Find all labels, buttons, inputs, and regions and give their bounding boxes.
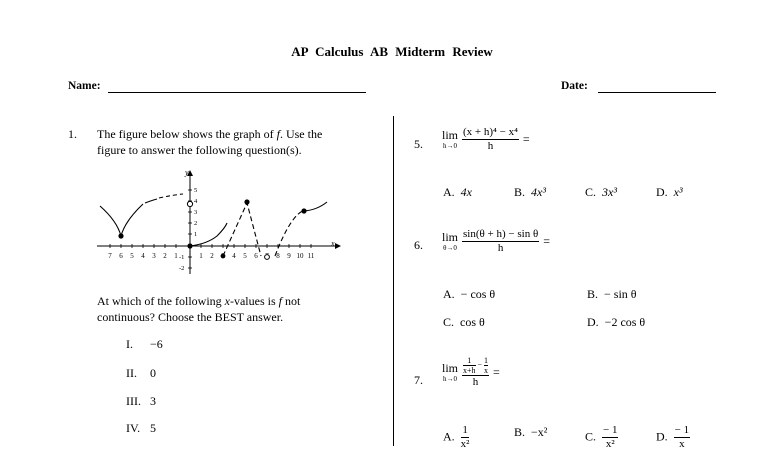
- curve-left-tail: [145, 199, 157, 203]
- svg-text:8: 8: [276, 252, 280, 260]
- svg-text:1: 1: [194, 231, 198, 238]
- svg-text:6: 6: [254, 252, 258, 260]
- point-low: [221, 254, 226, 259]
- svg-text:1: 1: [174, 252, 178, 260]
- svg-text:5: 5: [194, 187, 198, 194]
- x-axis-label: x: [331, 239, 335, 248]
- q6-choice-a: A. − cos θ: [443, 287, 496, 301]
- q6-expression: lim θ→0 $\frac{\text{sin(θ + h) − sin θ}}{h}$ =: [442, 228, 550, 254]
- svg-text:1: 1: [199, 252, 203, 260]
- q1-prompt-line2: figure to answer the following question(s).: [97, 143, 302, 157]
- name-label: Name:: [68, 80, 101, 92]
- y-tick-labels: [179, 187, 198, 272]
- svg-text:-1: -1: [179, 254, 185, 261]
- svg-text:11: 11: [307, 252, 315, 260]
- page-title: AP Calculus AB Midterm Review: [291, 44, 493, 59]
- svg-text:10: 10: [296, 252, 304, 260]
- svg-text:4: 4: [194, 198, 198, 205]
- svg-text:5: 5: [130, 252, 134, 260]
- svg-text:2: 2: [210, 252, 214, 260]
- date-field[interactable]: [598, 92, 716, 93]
- q5-choice-a: A. 4x: [443, 185, 472, 199]
- curve-approach: [159, 194, 183, 198]
- q1-option-value: −6: [150, 337, 163, 351]
- q7-expression: lim h→0 $\frac{1}{x+h}$ − $\frac{1}{x}$ h =: [442, 356, 500, 388]
- point-open-top: [187, 201, 192, 206]
- q5-choice-d: D. x³: [656, 185, 683, 199]
- column-divider: [393, 116, 394, 446]
- svg-text:7: 7: [108, 252, 112, 260]
- q1-option-label: III.: [126, 394, 141, 408]
- q5-choice-c: C. 3x³: [585, 185, 617, 199]
- q6-choice-c: C. cos θ: [443, 315, 485, 329]
- curve-recover: [275, 210, 305, 256]
- svg-text:4: 4: [141, 252, 145, 260]
- q7-choice-c: C. $\frac{- 1}{\text{x²}}$: [585, 424, 618, 450]
- curve-left-cusp: [100, 204, 143, 236]
- q5-expression: lim h→0 $\frac{\text{(x + h)⁴ − x⁴}}{h}$ =: [442, 126, 530, 152]
- svg-text:3: 3: [194, 209, 198, 216]
- q7-choice-d: D. $\frac{- 1}{x}$: [656, 424, 690, 450]
- q1-option-value: 3: [150, 394, 156, 408]
- svg-text:9: 9: [287, 252, 291, 260]
- curve-right-tail: [304, 202, 327, 211]
- q1-option-value: 5: [150, 421, 156, 435]
- q5-choice-b: B. 4x³: [514, 185, 546, 199]
- point-peak: [244, 199, 249, 204]
- q6-choice-b: B. − sin θ: [587, 287, 637, 301]
- x-tick-labels: [108, 252, 315, 260]
- q7-number: 7.: [414, 373, 423, 387]
- svg-text:-2: -2: [179, 265, 185, 272]
- q1-option-label: IV.: [126, 421, 141, 435]
- q7-choice-a: A. $\frac{1}{\text{x²}}$: [443, 424, 470, 450]
- curve-peak: [223, 203, 261, 256]
- q1-option-label: I.: [126, 337, 133, 351]
- q5-number: 5.: [414, 137, 423, 151]
- q1-option-value: 0: [150, 366, 156, 380]
- svg-text:5: 5: [243, 252, 247, 260]
- date-label: Date:: [561, 80, 588, 92]
- svg-text:2: 2: [163, 252, 167, 260]
- q1-question-line1: At which of the following x-values is f not: [97, 294, 301, 308]
- q1-option-label: II.: [126, 366, 137, 380]
- svg-text:6: 6: [119, 252, 123, 260]
- y-axis-label: y: [185, 168, 189, 177]
- q1-number: 1.: [68, 127, 77, 141]
- q6-number: 6.: [414, 238, 423, 252]
- q1-prompt-line1: The figure below shows the graph of f. Use the: [97, 127, 323, 141]
- svg-text:2: 2: [194, 220, 198, 227]
- svg-text:4: 4: [232, 252, 236, 260]
- point-cusp: [118, 233, 123, 238]
- q1-question-line2: continuous? Choose the BEST answer.: [97, 310, 284, 324]
- q1-graph: [95, 166, 345, 276]
- name-field[interactable]: [108, 92, 366, 93]
- point-open-low: [265, 255, 270, 260]
- svg-text:3: 3: [152, 252, 156, 260]
- q7-choice-b: B. −x²: [514, 425, 548, 439]
- x-axis-arrow: [335, 243, 341, 249]
- q6-choice-d: D. −2 cos θ: [587, 315, 646, 329]
